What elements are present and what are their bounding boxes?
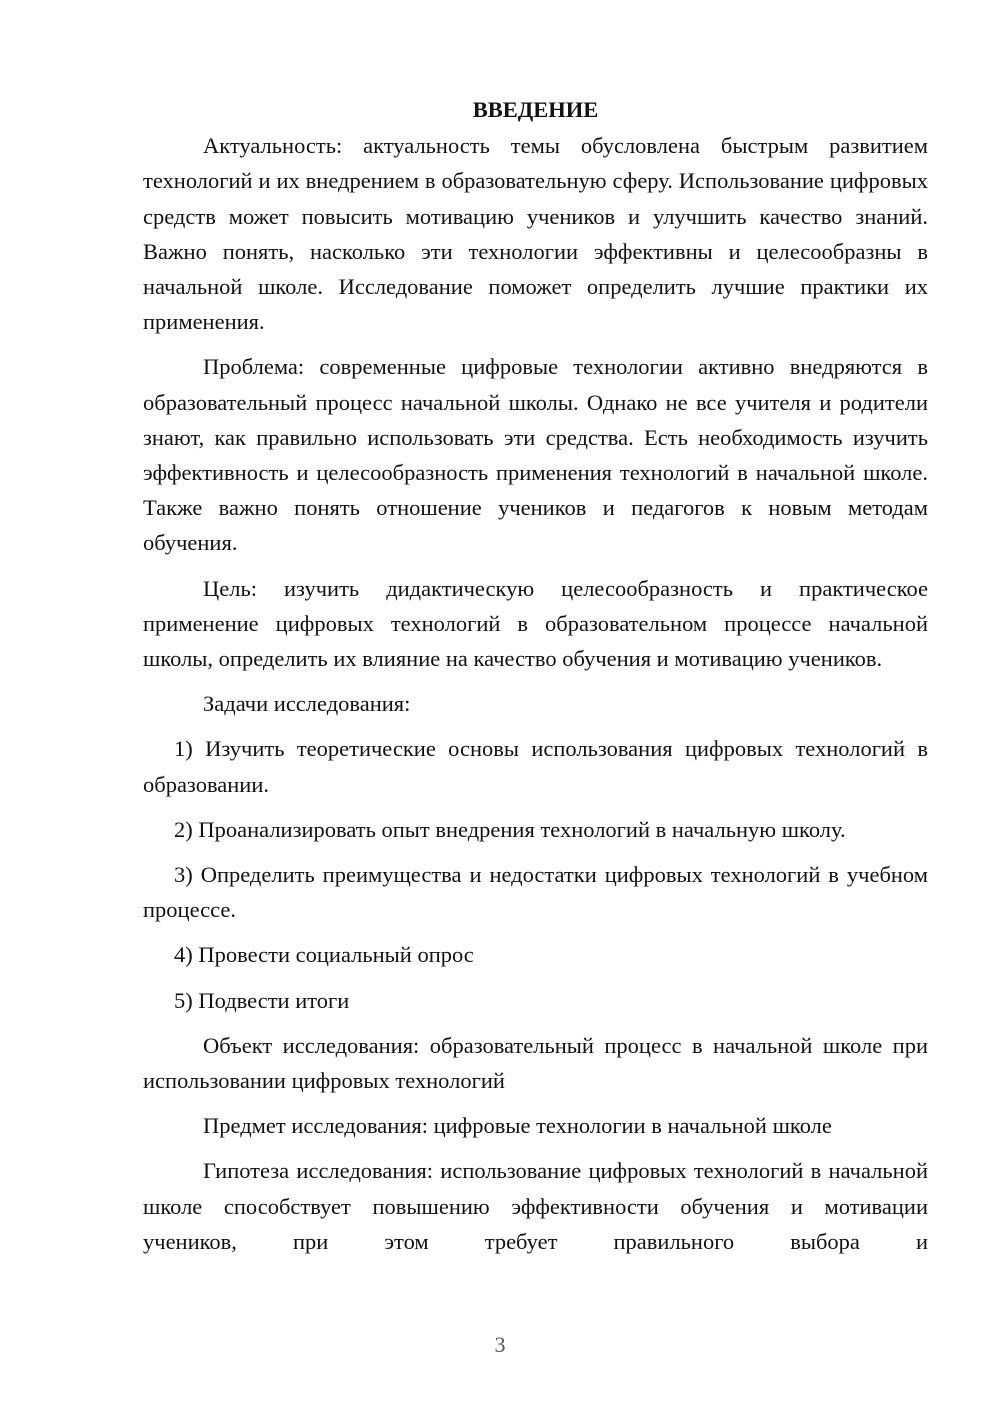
problem-paragraph: Проблема: современные цифровые технологии активно внедряются в образовательный процесс начальной школы. Однако не все учителя и родители знают, как правильно использовать эти средства. Есть необходимость изучить эффективность и целесообразность применения технологий в начальной школе. Также важно понять отношение учеников и педагогов к новым методам обучения. bbox=[143, 354, 928, 556]
page-number: 3 bbox=[494, 1332, 506, 1357]
page-content bbox=[143, 92, 928, 1269]
hypothesis-paragraph: Гипотеза исследования: использование цифровых технологий в начальной школе способствует повышению эффективности обучения и мотивации учеников, при этом требует правильного выбора и bbox=[143, 1158, 928, 1254]
task-item-5: 5) Подвести итоги bbox=[174, 987, 350, 1013]
goal-paragraph: Цель: изучить дидактическую целесообразность и практическое применение цифровых технологий в образовательном процессе начальной школы, определить их влияние на качество обучения и мотивацию учеников. bbox=[143, 575, 928, 672]
page-title: ВВЕДЕНИЕ bbox=[472, 97, 599, 122]
object-paragraph: Объект исследования: образовательный процесс в начальной школе при использовании цифровых технологий bbox=[143, 1032, 928, 1094]
task-item-4: 4) Провести социальный опрос bbox=[174, 942, 474, 968]
task-item-2: 2) Проанализировать опыт внедрения технологий в начальную школу. bbox=[174, 816, 846, 842]
task-item-3: 3) Определить преимущества и недостатки цифровых технологий в учебном процессе. bbox=[143, 862, 928, 923]
tasks-heading: Задачи исследования: bbox=[203, 691, 411, 717]
subject-paragraph: Предмет исследования: цифровые технологии в начальной школе bbox=[203, 1113, 832, 1139]
relevance-paragraph: Актуальность: актуальность темы обусловлена быстрым развитием технологий и их внедрением в образовательную сферу. Использование цифровых средств может повысить мотивацию учеников и улучшить качество знаний. Важно понять, насколько эти технологии эффективны и целесообразны в начальной школе. Исследование поможет определить лучшие практики их применения. bbox=[143, 133, 928, 335]
task-item-1: 1) Изучить теоретические основы использования цифровых технологий в образовании. bbox=[143, 736, 928, 797]
